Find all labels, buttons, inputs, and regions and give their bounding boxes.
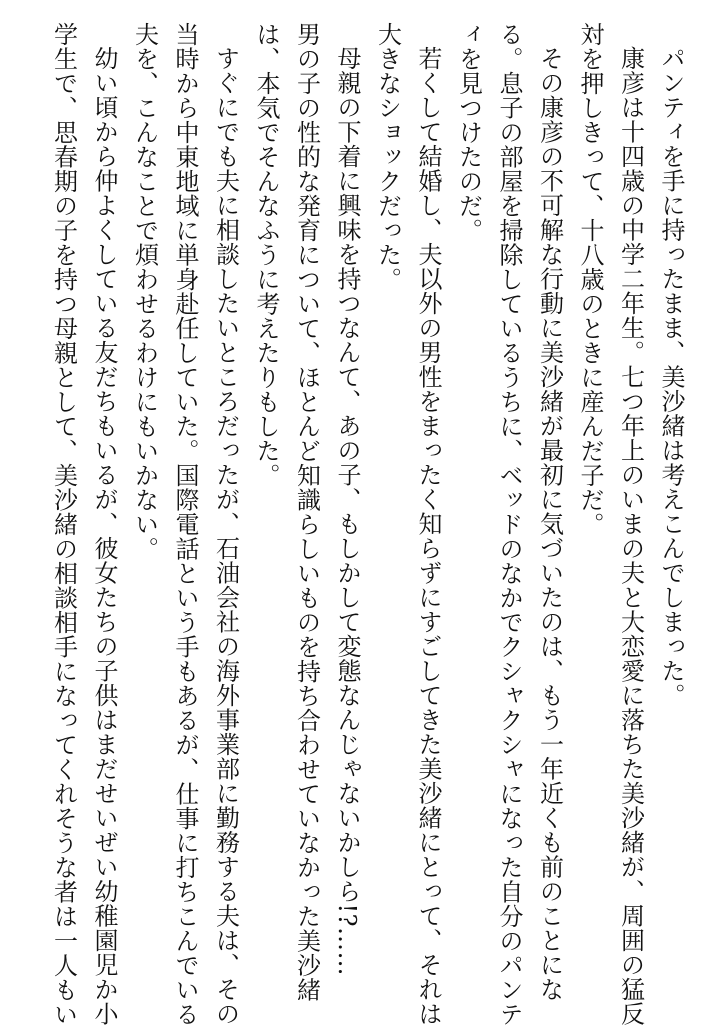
text-line: すぐにでも夫に相談したいところだったが、石油会社の海外事業部に勤務する夫は、その: [211, 46, 240, 1026]
text-line: 幼い頃から仲よくしている友だちもいるが、彼女たちの子供はまだせいぜい幼稚園児か小: [90, 46, 118, 1026]
text-line: 男の子の性的な発育について、ほとんど知識らしいものを持ち合わせていなかった美沙緒: [292, 22, 321, 1002]
text-line: 夫を、こんなことで煩わせるわけにもいかない。: [130, 22, 159, 561]
text-line: る。息子の部屋を掃除しているうちに、ベッドのなかでクシャクシャになった自分のパンテ: [495, 22, 523, 1027]
text-line: 若くして結婚し、夫以外の男性をまったく知らずにすごしてきた美沙緒にとって、それは: [414, 46, 442, 1026]
text-line: 康彦は十四歳の中学二年生。七つ年上のいまの夫と大恋愛に落ちた美沙緒が、周囲の猛反: [616, 46, 645, 1026]
text-line: 母親の下着に興味を持つなんて、あの子、もしかして変態なんじゃないかしら!?……: [333, 46, 361, 977]
text-line: ィを見つけたのだ。: [454, 22, 483, 243]
text-line: 対を押しきって、十八歳のときに産んだ子だ。: [576, 22, 604, 537]
text-line: 大きなショックだった。: [373, 22, 402, 292]
text-line: は、本気でそんなふうに考えたりもした。: [252, 22, 280, 488]
text-line: パンティを手に持ったまま、美沙緒は考えこんでしまった。: [657, 46, 685, 708]
text-line: その康彦の不可解な行動に美沙緒が最初に気づいたのは、もう一年近くも前のことにな: [535, 46, 564, 1002]
text-line: 学生で、思春期の子を持つ母親として、美沙緒の相談相手になってくれそうな者は一人もい: [49, 22, 78, 1027]
text-line: 当時から中東地域に単身赴任していた。国際電話という手もあるが、仕事に打ちこんでいる: [171, 22, 199, 1027]
vertical-text-body: [43, 22, 691, 1027]
